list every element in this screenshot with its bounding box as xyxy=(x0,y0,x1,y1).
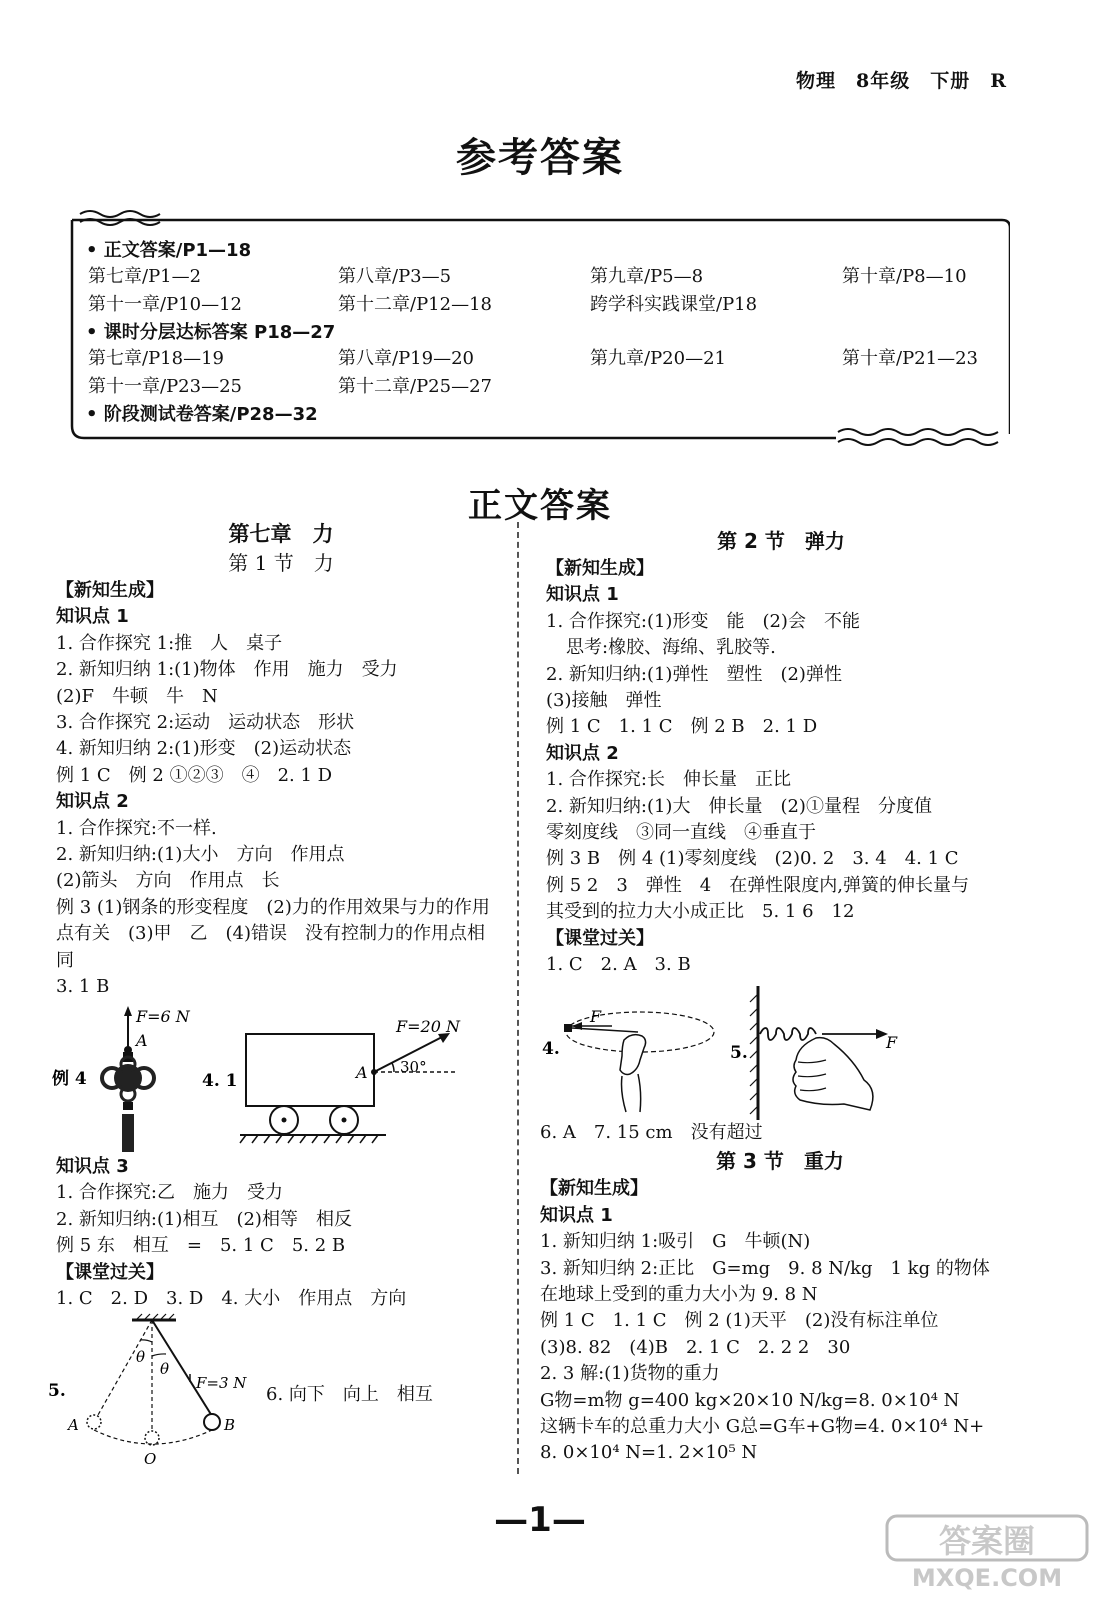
tag-heading: 【新知生成】 xyxy=(546,558,654,579)
answer-line: 2. 新知归纳 1:(1)物体 作用 施力 受力 xyxy=(56,659,398,681)
toc-link[interactable]: 第十章/P8—10 xyxy=(842,266,967,287)
figure-ornament xyxy=(52,1006,202,1156)
tag-heading: 【课堂过关】 xyxy=(56,1261,164,1283)
figure-circular-motion xyxy=(540,996,720,1126)
force-label: F xyxy=(590,1007,602,1026)
section-title: 正文答案 xyxy=(468,486,612,526)
answer-line: 2. 新知归纳:(1)大 伸长量 (2)①量程 分度值 xyxy=(546,795,932,817)
answer-line: 1. C 2. A 3. B xyxy=(546,954,691,976)
force-label: F xyxy=(886,1033,898,1052)
answer-line: 4. 新知归纳 2:(1)形变 (2)运动状态 xyxy=(56,738,352,760)
figure-label: 4. 1 xyxy=(202,1071,238,1091)
knowledge-point: 知识点 1 xyxy=(56,606,129,628)
answer-line: 例 3 (1)钢条的形变程度 (2)力的作用效果与力的作用 xyxy=(56,896,490,918)
answer-line: 1. 合作探究:(1)形变 能 (2)会 不能 xyxy=(546,610,860,632)
toc-link[interactable]: 第八章/P19—20 xyxy=(338,348,474,369)
point-label: A xyxy=(136,1031,148,1050)
toc-link[interactable]: 第八章/P3—5 xyxy=(338,266,452,287)
point-label: A xyxy=(68,1416,79,1434)
answer-line: 同 xyxy=(56,949,74,971)
left-column xyxy=(56,520,506,1001)
answer-q6-wrap xyxy=(266,1382,466,1408)
column-divider xyxy=(517,522,519,1474)
answer-line: 2. 新知归纳:(1)大小 方向 作用点 xyxy=(56,844,345,866)
knowledge-point: 知识点 2 xyxy=(546,742,619,764)
answer-line: 3. 1 B xyxy=(56,976,110,998)
toc-link[interactable]: 第七章/P18—19 xyxy=(88,348,224,369)
force-label: F=20 N xyxy=(396,1017,460,1036)
chapter-title: 第七章 力 xyxy=(228,522,334,546)
angle-label: 30° xyxy=(400,1058,427,1076)
figure-pendulum xyxy=(44,1312,254,1478)
figure-label: 例 4 xyxy=(52,1069,87,1089)
answer-line: 8. 0×10⁴ N=1. 2×10⁵ N xyxy=(540,1442,758,1464)
answer-line: 1. 合作探究:不一样. xyxy=(56,817,217,839)
answer-line: 1. 新知归纳 1:吸引 G 牛顿(N) xyxy=(540,1231,811,1253)
answer-line: 2. 3 解:(1)货物的重力 xyxy=(540,1363,720,1385)
toc-link[interactable]: 第七章/P1—2 xyxy=(88,266,202,287)
answer-line: 6. 向下 向上 相互 xyxy=(266,1384,433,1405)
watermark-text: 答案圈 xyxy=(938,1522,1036,1560)
answer-line: 在地球上受到的重力大小为 9. 8 N xyxy=(540,1284,818,1306)
section-heading: 第 3 节 重力 xyxy=(716,1149,844,1174)
answer-line: 点有关 (3)甲 乙 (4)错误 没有控制力的作用点相 xyxy=(56,923,485,945)
force-label: F=6 N xyxy=(136,1007,190,1026)
tag-heading: 【课堂过关】 xyxy=(546,927,654,949)
knowledge-point: 知识点 1 xyxy=(540,1204,613,1226)
point-label: B xyxy=(224,1416,236,1434)
answer-line: 例 5 2 3 弹性 4 在弹性限度内,弹簧的伸长量与 xyxy=(546,874,969,896)
answer-line: 思考:橡胶、海绵、乳胶等. xyxy=(566,637,776,659)
answer-line: (3)接触 弹性 xyxy=(546,690,662,712)
answer-line: 零刻度线 ③同一直线 ④垂直于 xyxy=(546,822,816,844)
toc-link[interactable]: 第十章/P21—23 xyxy=(842,348,978,369)
answer-line: 1. C 2. D 3. D 4. 大小 作用点 方向 xyxy=(56,1288,407,1310)
answer-line: 例 1 C 1. 1 C 例 2 B 2. 1 D xyxy=(546,716,818,738)
answer-line: 3. 新知归纳 2:正比 G=mg 9. 8 N/kg 1 kg 的物体 xyxy=(540,1257,990,1279)
section-heading: 第 1 节 力 xyxy=(228,551,334,575)
answer-line: 例 5 东 相互 = 5. 1 C 5. 2 B xyxy=(56,1235,346,1257)
answer-line: G物=m物 g=400 kg×20×10 N/kg=8. 0×10⁴ N xyxy=(540,1389,960,1411)
answer-line: 1. 合作探究 1:推 人 桌子 xyxy=(56,632,283,654)
answer-line: 1. 合作探究:长 伸长量 正比 xyxy=(546,769,791,791)
toc-entry: • 正文答案/P1—18 xyxy=(86,240,252,261)
toc-link[interactable]: 第九章/P5—8 xyxy=(590,266,704,287)
toc-link[interactable]: 第十一章/P10—12 xyxy=(88,294,242,315)
knowledge-point: 知识点 2 xyxy=(56,791,129,813)
toc-link[interactable]: 第九章/P20—21 xyxy=(590,348,726,369)
figure-label: 5. xyxy=(730,1043,748,1063)
answer-line: 其受到的拉力大小成正比 5. 1 6 12 xyxy=(546,901,855,923)
answer-line: 例 3 B 例 4 (1)零刻度线 (2)0. 2 3. 4 4. 1 C xyxy=(546,848,959,870)
right-column xyxy=(546,526,1016,979)
right-column-lower xyxy=(540,1120,1020,1467)
answer-line: (2)箭头 方向 作用点 长 xyxy=(56,870,280,892)
answer-line: 3. 合作探究 2:运动 运动状态 形状 xyxy=(56,712,355,734)
angle-label: θ xyxy=(160,1360,170,1378)
answer-line: 例 1 C 例 2 ①②③ ④ 2. 1 D xyxy=(56,764,333,786)
answer-line: (2)F 牛顿 牛 N xyxy=(56,685,218,707)
answer-line: 例 1 C 1. 1 C 例 2 (1)天平 (2)没有标注单位 xyxy=(540,1310,939,1332)
page-number: —1— xyxy=(494,1500,586,1540)
toc-box xyxy=(66,206,1010,454)
figure-cart xyxy=(196,1014,466,1150)
point-label: A xyxy=(356,1063,368,1082)
toc-link[interactable]: 第十二章/P12—18 xyxy=(338,294,492,315)
point-label: O xyxy=(144,1450,157,1468)
angle-label: θ xyxy=(136,1348,146,1366)
figure-label: 4. xyxy=(542,1039,560,1059)
toc-link[interactable]: 第十一章/P23—25 xyxy=(88,376,242,397)
answer-line: 6. A 7. 15 cm 没有超过 xyxy=(540,1122,763,1143)
toc-entry: • 阶段测试卷答案/P28—32 xyxy=(86,404,318,425)
answer-line: (3)8. 82 (4)B 2. 1 C 2. 2 2 30 xyxy=(540,1336,851,1358)
left-column-lower xyxy=(56,1154,506,1312)
figure-spring xyxy=(730,984,910,1124)
force-label: F=3 N xyxy=(196,1374,247,1392)
page-title: 参考答案 xyxy=(456,135,624,181)
watermark-url: MXQE.COM xyxy=(911,1564,1063,1590)
knowledge-point: 知识点 3 xyxy=(56,1156,129,1177)
watermark-logo xyxy=(883,1510,1093,1590)
answer-line: 2. 新知归纳:(1)弹性 塑性 (2)弹性 xyxy=(546,663,842,685)
toc-link[interactable]: 第十二章/P25—27 xyxy=(338,376,492,397)
answer-line: 这辆卡车的总重力大小 G总=G车+G物=4. 0×10⁴ N+ xyxy=(540,1416,985,1438)
tag-heading: 【新知生成】 xyxy=(540,1178,648,1200)
figure-label: 5. xyxy=(48,1381,66,1401)
answer-line: 1. 合作探究:乙 施力 受力 xyxy=(56,1182,283,1204)
page-header: 物理 8年级 下册 R xyxy=(795,70,1007,92)
toc-entry: • 课时分层达标答案 P18—27 xyxy=(86,322,336,343)
toc-link[interactable]: 跨学科实践课堂/P18 xyxy=(590,294,758,315)
tag-heading: 【新知生成】 xyxy=(56,580,164,601)
section-heading: 第 2 节 弹力 xyxy=(717,529,845,553)
answer-line: 2. 新知归纳:(1)相互 (2)相等 相反 xyxy=(56,1208,352,1230)
knowledge-point: 知识点 1 xyxy=(546,584,619,606)
